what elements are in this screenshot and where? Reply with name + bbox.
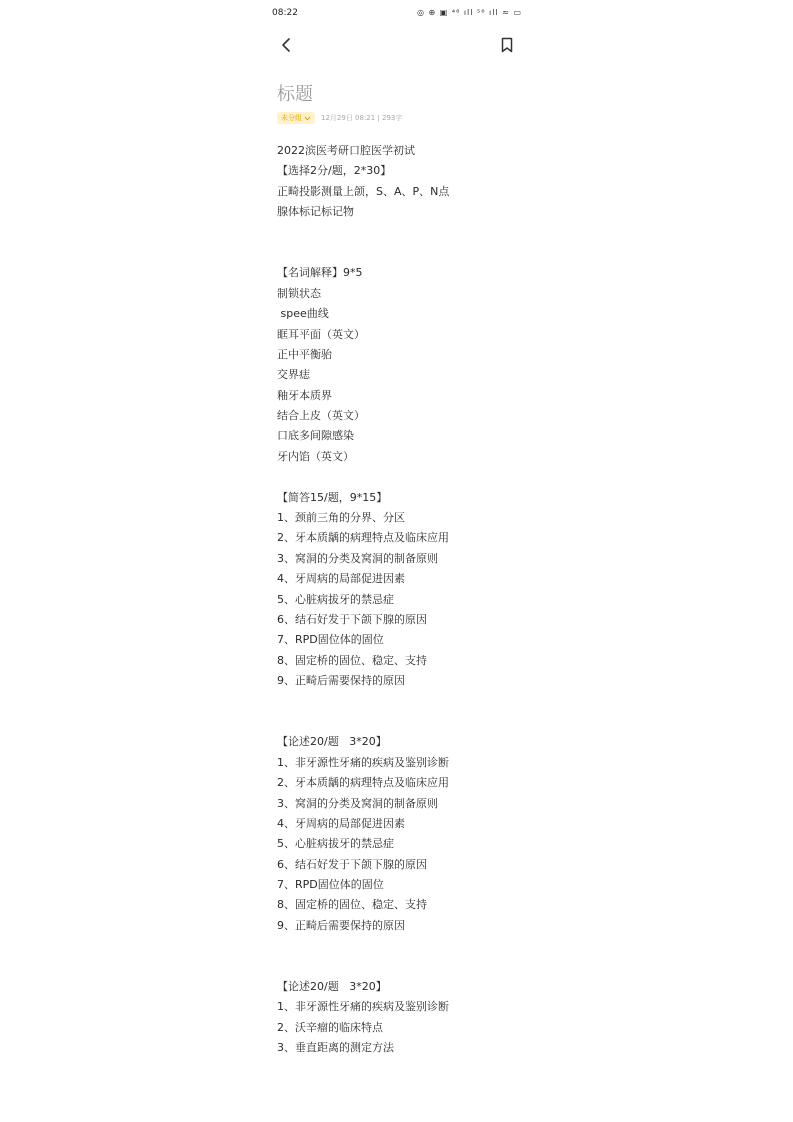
note-meta xyxy=(277,111,402,125)
note-line: 6、结石好发于下颌下腺的原因 xyxy=(277,612,427,626)
note-line: spee曲线 xyxy=(277,307,329,321)
category-tag[interactable] xyxy=(277,112,315,124)
status-bar xyxy=(272,8,522,22)
note-line: 1、非牙源性牙痛的疾病及鉴别诊断 xyxy=(277,1000,449,1014)
note-line: 制锁状态 xyxy=(277,286,321,300)
note-line xyxy=(277,957,527,977)
note-line: 3、垂直距离的测定方法 xyxy=(277,1041,394,1055)
note-line: 正畸投影测量上颌，S、A、P、N点 xyxy=(277,184,450,198)
note-line: 【选择2分/题，2*30】 xyxy=(277,164,392,178)
note-line: 2022滨医考研口腔医学初试 xyxy=(277,144,415,157)
note-line xyxy=(277,936,527,956)
note-line: 【简答15/题，9*15】 xyxy=(277,490,388,504)
bookmark-icon[interactable] xyxy=(498,36,516,54)
note-line: 9、正畸后需要保持的原因 xyxy=(277,918,405,932)
chevron-down-icon xyxy=(304,116,311,121)
note-line: 4、牙周病的局部促进因素 xyxy=(277,816,405,830)
note-line: 【论述20/题 3*20】 xyxy=(277,980,387,994)
note-line: 口底多间隙感染 xyxy=(277,429,354,443)
note-line: 牙内馅（英文） xyxy=(277,449,354,463)
note-line: 7、RPD固位体的固位 xyxy=(277,878,384,892)
note-line: 2、牙本质龋的病理特点及临床应用 xyxy=(277,776,449,790)
note-line: 釉牙本质界 xyxy=(277,388,332,402)
note-line xyxy=(277,692,527,712)
note-line: 1、颈前三角的分界、分区 xyxy=(277,511,405,525)
note-line: 眶耳平面（英文） xyxy=(277,327,365,341)
note-date-wordcount: 12月29日 08:21 | 293字 xyxy=(321,114,403,122)
note-body[interactable] xyxy=(277,141,527,1059)
note-line: 交界痣 xyxy=(277,368,310,382)
note-line: 2、牙本质龋的病理特点及临床应用 xyxy=(277,531,449,545)
note-line: 正中平衡骀 xyxy=(277,347,332,361)
note-line: 1、非牙源性牙痛的疾病及鉴别诊断 xyxy=(277,755,449,769)
note-line: 3、窝洞的分类及窝洞的制备原则 xyxy=(277,551,438,565)
note-line: 9、正畸后需要保持的原因 xyxy=(277,674,405,688)
note-line: 5、心脏病拔牙的禁忌症 xyxy=(277,837,394,851)
note-line: 腺体标记标记物 xyxy=(277,205,354,219)
phone-screen xyxy=(264,0,530,1122)
note-line: 7、RPD固位体的固位 xyxy=(277,633,384,647)
note-line xyxy=(277,223,527,243)
note-line: 8、固定桥的固位、稳定、支持 xyxy=(277,898,427,912)
top-nav xyxy=(264,34,530,58)
note-line: 【论述20/题 3*20】 xyxy=(277,735,387,749)
note-line: 4、牙周病的局部促进因素 xyxy=(277,572,405,586)
note-line xyxy=(277,712,527,732)
status-icons: ◎ ⊕ ▣ ⁴⁶ ıll ⁵⁶ ıll ≈ ▭ xyxy=(416,8,522,17)
status-time: 08:22 xyxy=(272,8,298,18)
note-line: 结合上皮（英文） xyxy=(277,409,365,423)
category-label: 未分组 xyxy=(281,114,302,122)
note-line: 2、沃辛瘤的临床特点 xyxy=(277,1020,383,1034)
note-line: 5、心脏病拔牙的禁忌症 xyxy=(277,592,394,606)
note-line: 6、结石好发于下颌下腺的原因 xyxy=(277,857,427,871)
note-line: 【名词解释】9*5 xyxy=(277,266,363,280)
back-arrow-icon[interactable] xyxy=(278,36,296,54)
note-line xyxy=(277,467,527,487)
note-line: 3、窝洞的分类及窝洞的制备原则 xyxy=(277,796,438,810)
note-line xyxy=(277,243,527,263)
note-title[interactable]: 标题 xyxy=(277,84,313,105)
note-line: 8、固定桥的固位、稳定、支持 xyxy=(277,653,427,667)
